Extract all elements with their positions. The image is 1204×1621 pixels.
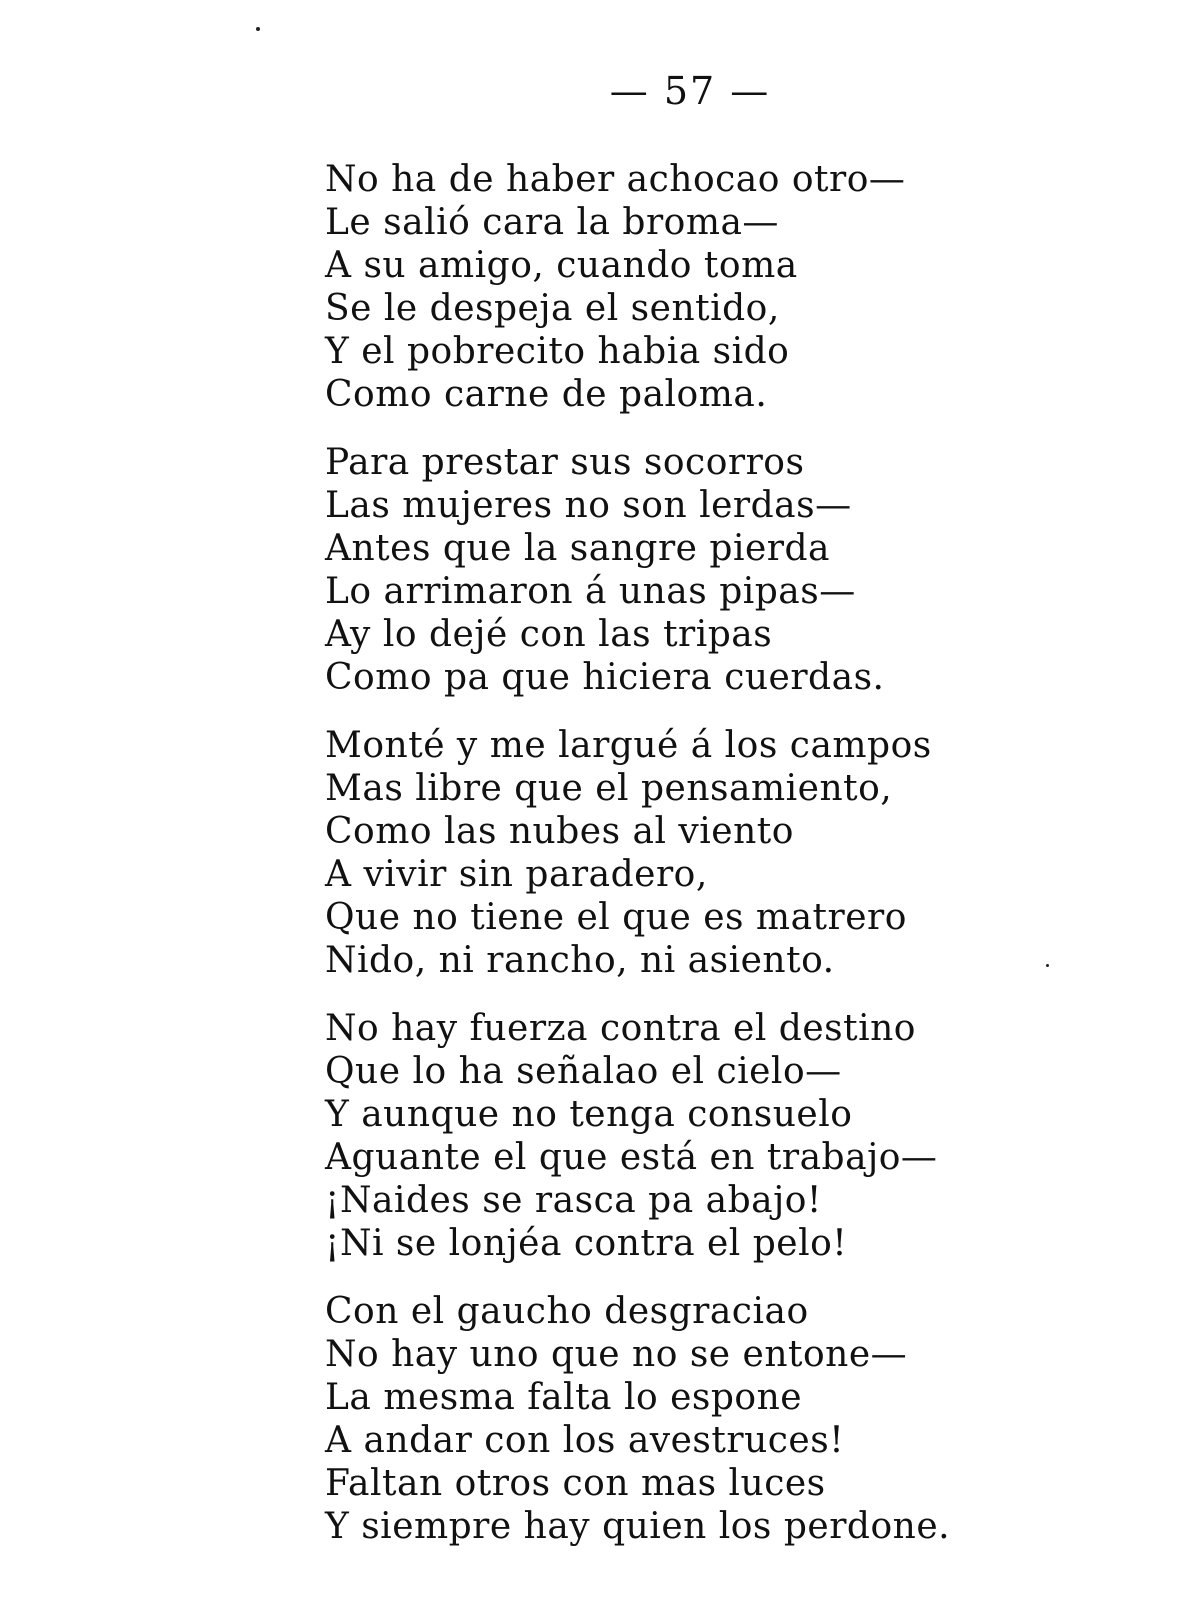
poem-line: Le salió cara la broma— — [325, 202, 779, 243]
poem-line: No hay fuerza contra el destino — [325, 1008, 916, 1049]
print-speck — [1046, 964, 1049, 967]
poem-line: Como carne de paloma. — [325, 374, 768, 415]
poem-line: Ay lo dejé con las tripas — [325, 614, 773, 655]
poem-line: Mas libre que el pensamiento, — [325, 768, 893, 809]
poem-line: ¡Ni se lonjéa contra el pelo! — [325, 1223, 848, 1264]
poem-line: Como pa que hiciera cuerdas. — [325, 657, 885, 698]
poem-line: Para prestar sus socorros — [325, 442, 805, 483]
poem-line: A andar con los avestruces! — [325, 1420, 845, 1461]
poem-line: Con el gaucho desgraciao — [325, 1291, 809, 1332]
poem-line: Antes que la sangre pierda — [325, 528, 830, 569]
print-speck — [256, 27, 260, 31]
stanza — [325, 158, 945, 416]
poem-line: ¡Naides se rasca pa abajo! — [325, 1180, 822, 1221]
poem-line: Como las nubes al viento — [325, 811, 794, 852]
poem-line: Las mujeres no son lerdas— — [325, 485, 852, 526]
poem-line: Nido, ni rancho, ni asiento. — [325, 940, 835, 981]
poem-line: No ha de haber achocao otro— — [325, 159, 906, 200]
stanza — [325, 724, 945, 982]
poem-line: Que no tiene el que es matrero — [325, 897, 907, 938]
poem-line: A vivir sin paradero, — [325, 854, 708, 895]
stanza — [325, 441, 945, 699]
poem-line: Lo arrimaron á unas pipas— — [325, 571, 856, 612]
poem-line: Monté y me largué á los campos — [325, 725, 932, 766]
stanza — [325, 1290, 951, 1548]
poem-line: No hay uno que no se entone— — [325, 1334, 908, 1375]
poem-line: Y siempre hay quien los perdone. — [325, 1506, 951, 1547]
poem-line: Aguante el que está en trabajo— — [325, 1137, 938, 1178]
poem-line: Y el pobrecito habia sido — [325, 331, 790, 372]
poem-line: A su amigo, cuando toma — [325, 245, 798, 286]
poem-line: Faltan otros con mas luces — [325, 1463, 826, 1504]
stanza — [325, 1007, 945, 1265]
poem-line: Se le despeja el sentido, — [325, 288, 780, 329]
poem-line: La mesma falta lo espone — [325, 1377, 803, 1418]
poem-line: Que lo ha señalao el cielo— — [325, 1051, 842, 1092]
poem-line: Y aunque no tenga consuelo — [325, 1094, 853, 1135]
page-number: — 57 — — [609, 69, 771, 113]
poem — [325, 158, 951, 1573]
